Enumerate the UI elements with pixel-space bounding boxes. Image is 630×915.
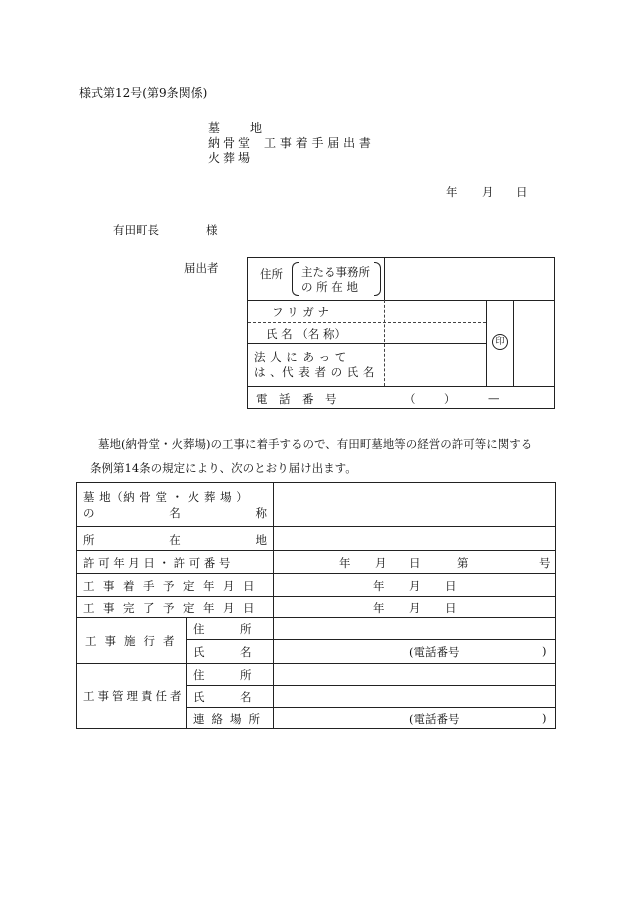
title-option-crematorium: 火葬場 xyxy=(208,151,254,165)
body-text-line2: 条例第14条の規定により、次のとおり届け出ます。 xyxy=(90,461,357,475)
date-year: 年 xyxy=(446,185,458,199)
label-char: 在 xyxy=(169,533,181,547)
applicant-label: 届出者 xyxy=(184,261,219,275)
contractor-phone-close: ) xyxy=(542,644,547,658)
body-text-line1: 墓地(納骨堂・火葬場)の工事に着手するので、有田町墓地等の経営の許可等に関する xyxy=(98,437,533,451)
permit-month: 月 xyxy=(375,556,387,570)
contractor-name-label: 氏 名 xyxy=(193,645,264,659)
completion-month: 月 xyxy=(409,601,421,615)
manager-phone-note: (電話番号 xyxy=(409,712,460,726)
recipient-name: 有田町長 xyxy=(113,223,159,237)
date-month: 月 xyxy=(482,185,494,199)
start-month: 月 xyxy=(409,579,421,593)
name-label: 氏 名 （名 称） xyxy=(266,327,346,341)
permit-year: 年 xyxy=(339,556,351,570)
manager-label: 工事管理責任者 xyxy=(83,689,185,703)
phone-close-paren: ） xyxy=(444,392,456,406)
phone-open-paren: （ xyxy=(404,392,416,406)
facility-name-label-line1: 墓 地（納 骨 堂 ・ 火 葬 場 ） xyxy=(83,490,249,504)
contractor-label: 工事施行者 xyxy=(85,634,183,648)
manager-contact-label: 連絡場所 xyxy=(193,712,267,726)
recipient-honorific: 様 xyxy=(206,223,218,237)
contractor-phone-note: (電話番号 xyxy=(409,645,460,659)
completion-day: 日 xyxy=(445,601,457,615)
details-table xyxy=(76,482,556,729)
permit-day: 日 xyxy=(409,556,421,570)
label-char: 所 xyxy=(83,533,95,547)
facility-name-label-line2 xyxy=(83,505,267,521)
permit-number-suffix: 号 xyxy=(539,556,551,570)
start-year: 年 xyxy=(373,579,385,593)
phone-dash: — xyxy=(488,391,500,405)
furigana-label: フ リ ガ ナ xyxy=(272,305,329,319)
seal-icon: 印 xyxy=(492,334,508,350)
address-note-main-office: 主たる事務所 xyxy=(301,265,370,279)
title-option-ossuary: 納骨堂 xyxy=(208,136,254,150)
address-label: 住所 xyxy=(260,267,283,281)
applicant-table xyxy=(247,257,555,409)
title-option-cemetery: 墓 地 xyxy=(208,121,265,135)
completion-year: 年 xyxy=(373,601,385,615)
address-note-location: の 所 在 地 xyxy=(301,280,358,294)
date-day: 日 xyxy=(516,185,528,199)
completion-date-label: 工事完了予定年月日 xyxy=(83,601,263,615)
label-char: 地 xyxy=(255,533,267,547)
form-number: 様式第12号(第9条関係) xyxy=(79,86,208,100)
permit-label: 許可年月日・許可番号 xyxy=(83,556,234,570)
manager-address-label: 住 所 xyxy=(193,668,264,682)
representative-label-line2: は 、代 表 者 の 氏 名 xyxy=(254,365,375,379)
start-day: 日 xyxy=(445,579,457,593)
representative-label-line1: 法 人 に あ っ て xyxy=(254,350,347,364)
permit-number-prefix: 第 xyxy=(457,556,469,570)
location-label xyxy=(83,532,267,548)
form-title: 工 事 着 手 届 出 書 xyxy=(264,136,371,150)
manager-name-label: 氏 名 xyxy=(193,690,264,704)
phone-label: 電 話 番 号 xyxy=(256,392,337,406)
label-char: 称 xyxy=(255,506,267,520)
label-char: 名 xyxy=(169,506,181,520)
contractor-address-label: 住 所 xyxy=(193,622,264,636)
start-date-label: 工事着手予定年月日 xyxy=(83,579,263,593)
manager-phone-close: ) xyxy=(542,711,547,725)
label-char: の xyxy=(83,506,95,520)
